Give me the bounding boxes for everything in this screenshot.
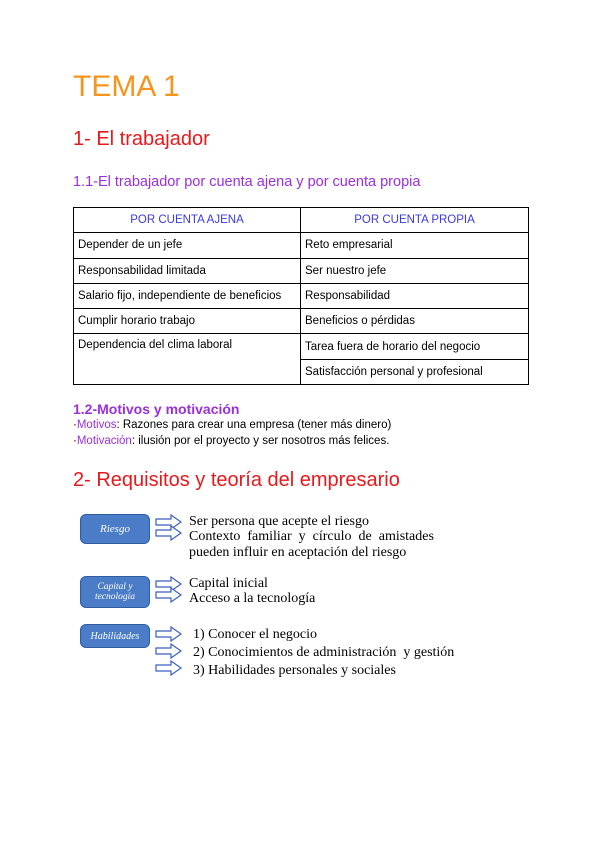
arrow-right-icon — [155, 576, 183, 604]
table-header: POR CUENTA AJENA — [74, 208, 301, 233]
section-1-2-subtitle: 1.2-Motivos y motivación — [73, 401, 240, 417]
table-cell: Depender de un jefe — [74, 233, 301, 258]
riesgo-item: Contexto familiar y círculo de amistades — [189, 529, 434, 544]
habilidades-item: 3) Habilidades personales y sociales — [193, 663, 396, 678]
capital-item: Capital inicial — [189, 576, 268, 591]
motivos-line: ·Motivos: Razones para crear una empresa (tener más dinero) — [73, 419, 392, 431]
table-cell: Salario fijo, independiente de beneficios — [74, 283, 301, 308]
capital-item: Acceso a la tecnología — [189, 591, 316, 606]
motivos-key: Motivos — [76, 419, 117, 431]
table-row — [74, 283, 529, 308]
table-cell: Responsabilidad — [301, 283, 529, 308]
table-header-row — [74, 208, 529, 233]
table-cell: Satisfacción personal y profesional — [301, 359, 529, 384]
table-cell: Ser nuestro jefe — [301, 258, 529, 283]
table-cell: Beneficios o pérdidas — [301, 309, 529, 334]
motivacion-text: : ilusión por el proyecto y ser nosotros más felices. — [131, 435, 390, 447]
arrow-right-icon — [155, 514, 183, 542]
habilidades-item: 2) Conocimientos de administración y gestión — [193, 645, 455, 660]
habilidades-item: 1) Conocer el negocio — [193, 627, 318, 642]
table-row — [74, 233, 529, 258]
section-1-1-subtitle: 1.1-El trabajador por cuenta ajena y por cuenta propia — [73, 174, 421, 190]
motivos-text: : Razones para crear una empresa (tener más dinero) — [116, 419, 392, 431]
riesgo-item: Ser persona que acepte el riesgo — [189, 514, 369, 529]
table-cell: Reto empresarial — [301, 233, 529, 258]
page-title: TEMA 1 — [73, 70, 180, 103]
table-cell: Cumplir horario trabajo — [74, 309, 301, 334]
table-header: POR CUENTA PROPIA — [301, 208, 529, 233]
riesgo-item: pueden influir en aceptación del riesgo — [189, 545, 407, 560]
table-cell: Dependencia del clima laboral — [74, 334, 301, 385]
motivacion-line: ·Motivación: ilusión por el proyecto y ser nosotros más felices. — [73, 435, 390, 447]
table-row — [74, 258, 529, 283]
habilidades-box: Habilidades — [80, 624, 150, 648]
table-row — [74, 309, 529, 334]
arrow-right-icon — [155, 626, 185, 678]
table-row — [74, 334, 529, 359]
section-1-title: 1- El trabajador — [73, 128, 210, 150]
capital-tecnologia-box: Capital y tecnología — [80, 576, 150, 608]
riesgo-box: Riesgo — [80, 514, 150, 544]
table-cell: Responsabilidad limitada — [74, 258, 301, 283]
table-cell: Tarea fuera de horario del negocio — [301, 334, 529, 359]
motivacion-key: Motivación — [76, 435, 132, 447]
comparison-table — [73, 207, 529, 385]
section-2-title: 2- Requisitos y teoría del empresario — [73, 469, 400, 491]
